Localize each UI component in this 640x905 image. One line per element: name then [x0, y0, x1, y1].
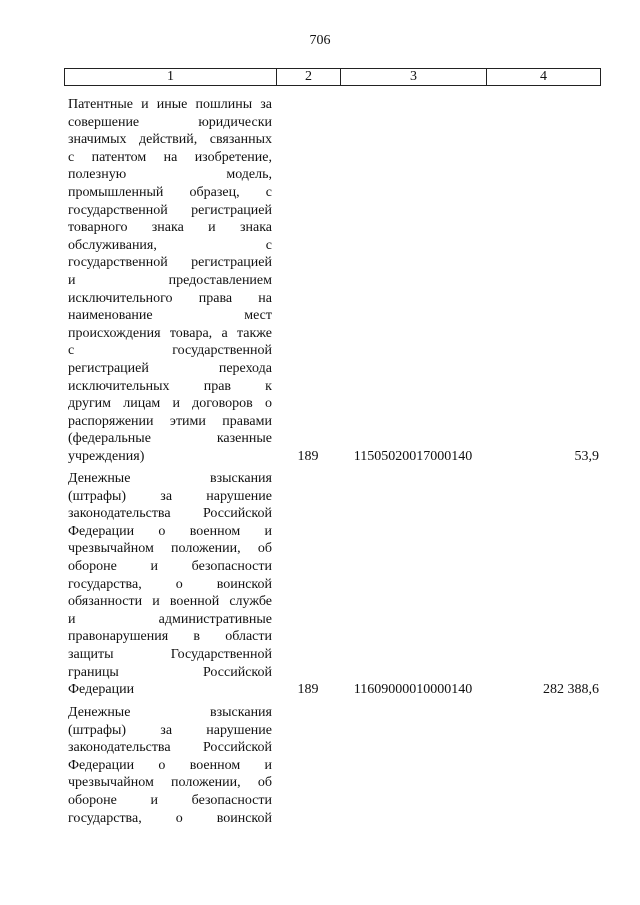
description-line: товарного знака и знака — [68, 220, 272, 236]
description-line: промышленный образец, с — [68, 184, 272, 200]
description-line: исключительного права на — [68, 290, 272, 306]
table-header — [64, 68, 601, 86]
description-line: другим лицам и договоров о — [68, 396, 272, 412]
description-line: и предоставлением — [68, 272, 272, 288]
description-line: Патентные и иные пошлины за — [68, 97, 272, 112]
budget-classification-code: 11505020017000140 — [353, 449, 473, 464]
row-description — [68, 704, 272, 827]
column-header-2: 2 — [277, 69, 341, 85]
description-line: границы Российской — [68, 664, 272, 680]
column-header-3: 3 — [341, 69, 487, 85]
description-line: учреждения) — [68, 448, 145, 464]
description-line: Федерации о военном и — [68, 757, 272, 773]
budget-classification-code: 11609000010000140 — [353, 682, 473, 697]
description-line: распоряжении этими правами — [68, 413, 272, 429]
description-line: Денежные взыскания — [68, 471, 272, 486]
row-description — [68, 96, 272, 465]
description-line: Федерации о военном и — [68, 523, 272, 539]
description-line: защиты Государственной — [68, 646, 272, 662]
description-line: законодательства Российской — [68, 740, 272, 756]
description-line: (штрафы) за нарушение — [68, 722, 272, 738]
column-header-4: 4 — [540, 69, 547, 84]
page-number: 706 — [309, 33, 331, 48]
description-line: обслуживания, с — [68, 237, 272, 253]
description-line: обязанности и военной службе — [68, 594, 272, 610]
description-line: чрезвычайном положении, об — [68, 775, 272, 791]
amount-value: 282 388,6 — [543, 682, 599, 697]
description-line: государства, о воинской — [68, 810, 272, 826]
description-line: (штрафы) за нарушение — [68, 488, 272, 504]
description-line: государственной регистрацией — [68, 202, 272, 218]
admin-code: 189 — [297, 449, 319, 464]
description-line: наименование мест — [68, 308, 272, 324]
description-line: государства, о воинской — [68, 576, 272, 592]
description-line: чрезвычайном положении, об — [68, 541, 272, 557]
description-line: происхождения товара, а также — [68, 325, 272, 341]
description-line: обороне и безопасности — [68, 792, 272, 808]
description-line: совершение юридически — [68, 114, 272, 130]
description-line: значимых действий, связанных — [68, 132, 272, 148]
description-line: с государственной — [68, 343, 272, 359]
description-line: обороне и безопасности — [68, 558, 272, 574]
description-line: и административные — [68, 611, 272, 627]
description-line: регистрацией перехода — [68, 360, 272, 376]
description-line: законодательства Российской — [68, 506, 272, 522]
description-line: (федеральные казенные — [68, 431, 272, 447]
row-description — [68, 470, 272, 699]
description-line: Федерации — [68, 682, 135, 698]
description-line: государственной регистрацией — [68, 255, 272, 271]
description-line: с патентом на изобретение, — [68, 149, 272, 165]
description-line: Денежные взыскания — [68, 705, 272, 720]
description-line: правонарушения в области — [68, 629, 272, 645]
amount-value: 53,9 — [574, 449, 599, 464]
column-header-1: 1 — [65, 69, 277, 85]
description-line: полезную модель, — [68, 167, 272, 183]
description-line: исключительных прав к — [68, 378, 272, 394]
admin-code: 189 — [297, 682, 319, 697]
